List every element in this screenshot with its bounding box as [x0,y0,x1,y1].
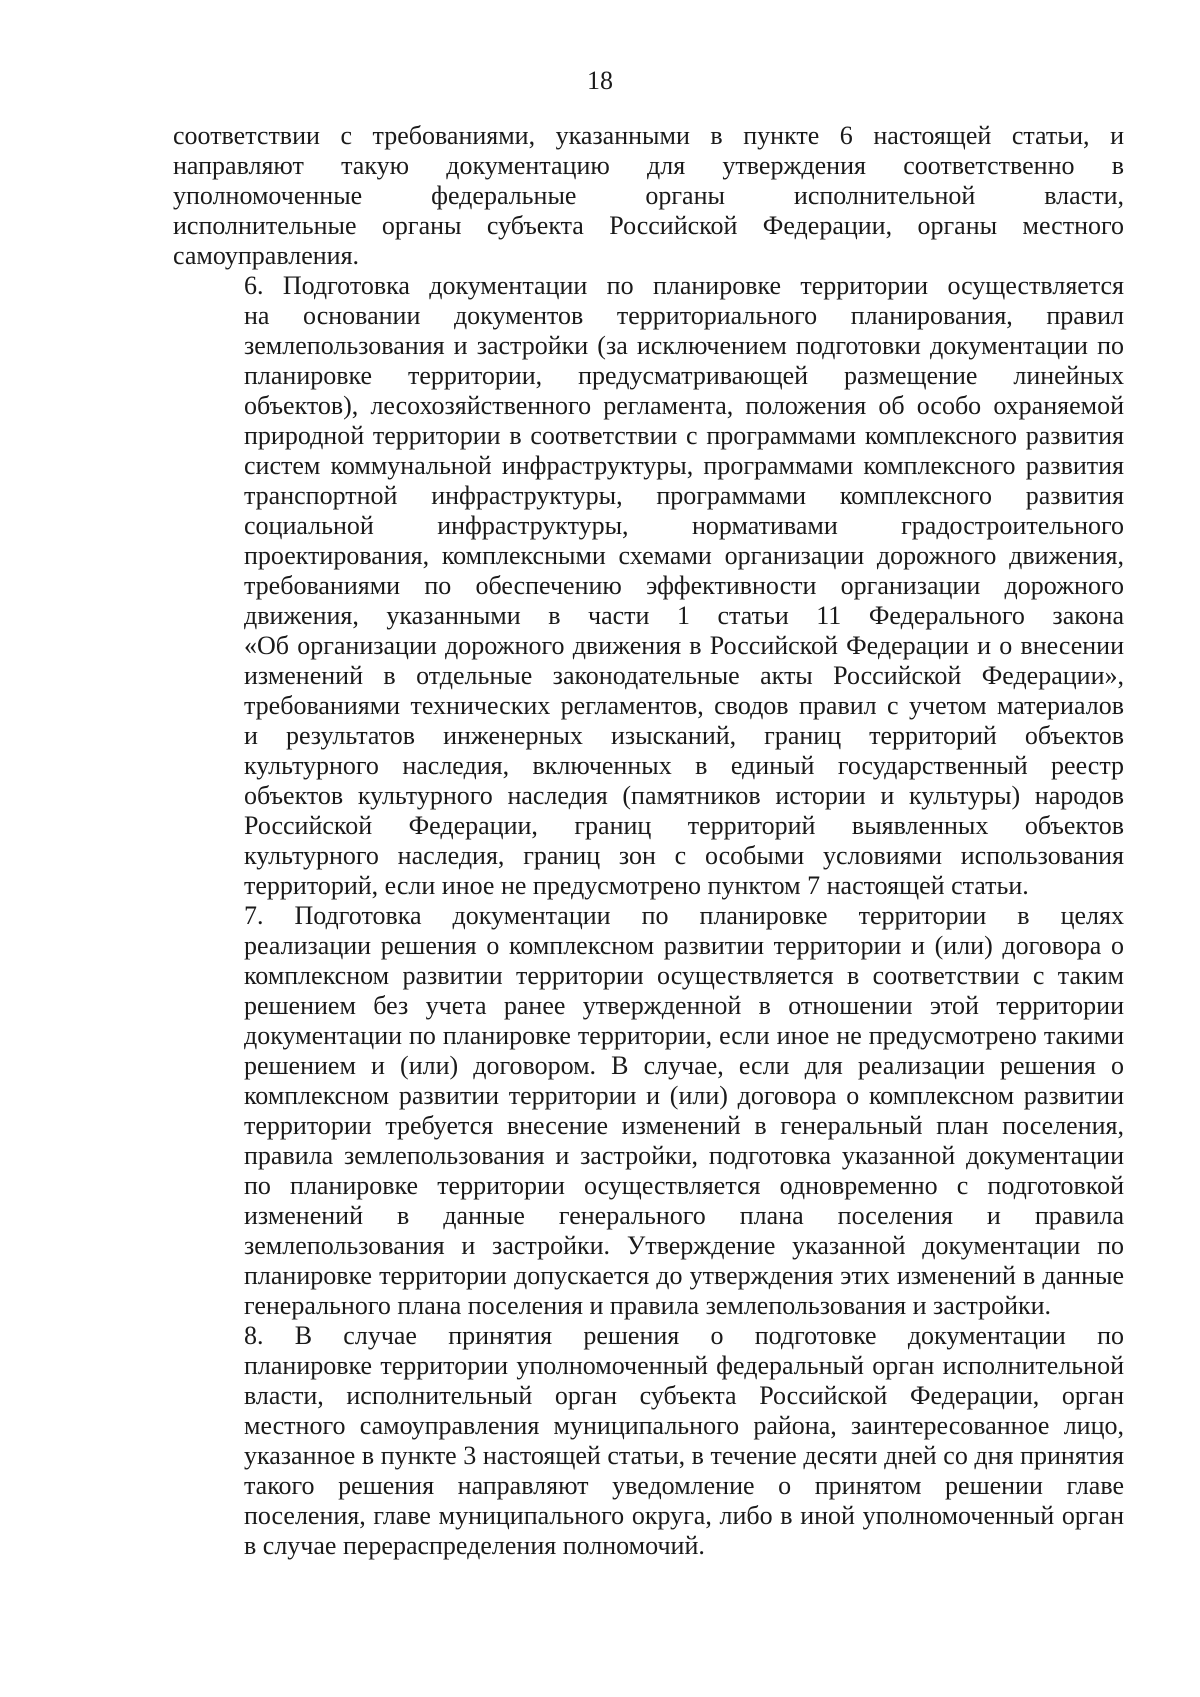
text-line: планировке территории уполномоченный федеральный орган исполнительной [244,1351,1124,1380]
text-line: проектирования, комплексными схемами организации дорожного движения, [244,541,1124,570]
text-line: 8. В случае принятия решения о подготовке документации по [244,1321,1124,1350]
text-line: Российской Федерации, границ территорий выявленных объектов [244,811,1124,840]
text-line: указанное в пункте 3 настоящей статьи, в течение десяти дней со дня принятия [244,1441,1124,1470]
text-line: движения, указанными в части 1 статьи 11 Федерального закона [244,601,1124,630]
text-line: по планировке территории осуществляется одновременно с подготовкой [244,1171,1124,1200]
text-line: землепользования и застройки. Утверждение указанной документации по [244,1231,1124,1260]
text-line: объектов), лесохозяйственного регламента, положения об особо охраняемой [244,391,1124,420]
text-line: поселения, главе муниципального округа, либо в иной уполномоченный орган [244,1501,1124,1530]
text-line: направляют такую документацию для утверждения соответственно в [173,151,1124,180]
text-line: документации по планировке территории, если иное не предусмотрено такими [244,1021,1124,1050]
text-line: 6. Подготовка документации по планировке территории осуществляется [244,271,1124,300]
text-line: реализации решения о комплексном развитии территории и (или) договора о [244,931,1124,960]
paragraph [173,901,1124,1321]
text-line: соответствии с требованиями, указанными в пункте 6 настоящей статьи, и [173,121,1124,150]
text-line: территории требуется внесение изменений в генеральный план поселения, [244,1111,1124,1140]
text-line: землепользования и застройки (за исключением подготовки документации по [244,331,1124,360]
text-line: комплексном развитии территории и (или) договора о комплексном развитии [244,1081,1124,1110]
text-line: объектов культурного наследия (памятников истории и культуры) народов [244,781,1124,810]
text-line: требованиями по обеспечению эффективности организации дорожного [244,571,1124,600]
text-line: транспортной инфраструктуры, программами комплексного развития [244,481,1124,510]
text-line: природной территории в соответствии с программами комплексного развития [244,421,1124,450]
text-line: планировке территории допускается до утверждения этих изменений в данные [244,1261,1124,1290]
text-line: решением без учета ранее утвержденной в отношении этой территории [244,991,1124,1020]
text-line: исполнительные органы субъекта Российской Федерации, органы местного [173,211,1124,240]
text-line: на основании документов территориального планирования, правил [244,301,1124,330]
text-line: такого решения направляют уведомление о принятом решении главе [244,1471,1124,1500]
text-line: генерального плана поселения и правила землепользования и застройки. [244,1291,1052,1320]
text-line: власти, исполнительный орган субъекта Российской Федерации, орган [244,1381,1124,1410]
text-line: изменений в отдельные законодательные акты Российской Федерации», [244,661,1124,690]
paragraph [173,121,1124,271]
text-line: требованиями технических регламентов, сводов правил с учетом материалов [244,691,1124,720]
text-line: изменений в данные генерального плана поселения и правила [244,1201,1124,1230]
text-line: социальной инфраструктуры, нормативами градостроительного [244,511,1124,540]
text-line: правила землепользования и застройки, подготовка указанной документации [244,1141,1124,1170]
page-number: 18 [587,66,613,95]
text-line: местного самоуправления муниципального района, заинтересованное лицо, [244,1411,1124,1440]
text-line: в случае перераспределения полномочий. [244,1531,705,1560]
text-line: «Об организации дорожного движения в Российской Федерации и о внесении [244,631,1124,660]
text-line: планировке территории, предусматривающей размещение линейных [244,361,1124,390]
text-line: уполномоченные федеральные органы исполнительной власти, [173,181,1124,210]
text-line: территорий, если иное не предусмотрено пунктом 7 настоящей статьи. [244,871,1029,900]
document-body [173,121,1124,1561]
text-line: 7. Подготовка документации по планировке территории в целях [244,901,1124,930]
text-line: решением и (или) договором. В случае, если для реализации решения о [244,1051,1124,1080]
text-line: культурного наследия, включенных в единый государственный реестр [244,751,1124,780]
paragraph [173,271,1124,901]
text-line: систем коммунальной инфраструктуры, программами комплексного развития [244,451,1124,480]
text-line: и результатов инженерных изысканий, границ территорий объектов [244,721,1124,750]
text-line: комплексном развитии территории осуществляется в соответствии с таким [244,961,1124,990]
text-line: культурного наследия, границ зон с особыми условиями использования [244,841,1124,870]
text-line: самоуправления. [173,241,360,270]
paragraph [173,1321,1124,1561]
